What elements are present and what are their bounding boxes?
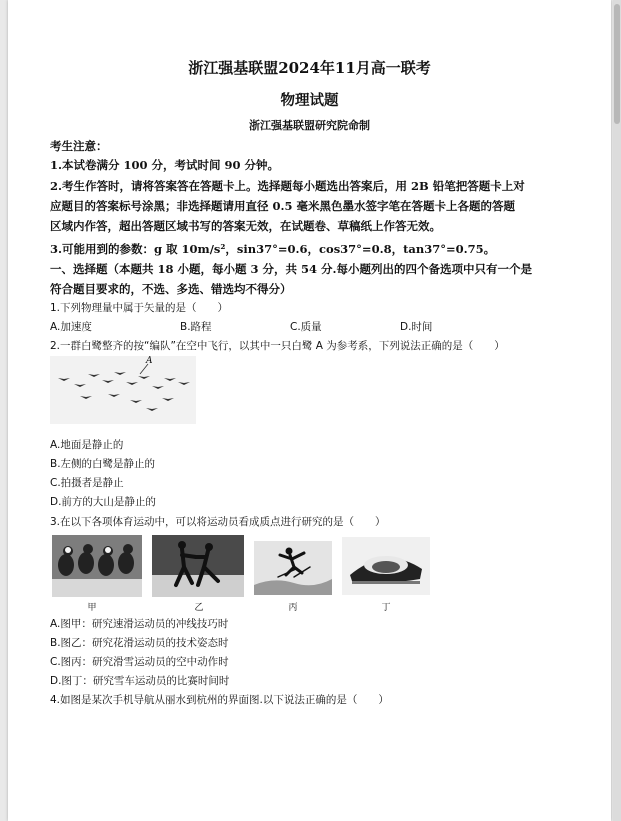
q2-option-a: A.地面是静止的 [50,439,124,451]
q4-stem: 4.如图是某次手机导航从丽水到杭州的界面图.以下说法正确的是（ ） [50,694,389,706]
q2-option-d: D.前方的大山是静止的 [50,496,156,508]
egret-flock-illustration [50,356,196,424]
caption-bing: 丙 [288,603,298,613]
speed-skating-photo [52,535,142,597]
ski-jumper-illustration [254,541,332,595]
subtitle: 物理试题 [280,92,339,109]
q1-option-b: B.路程 [180,321,212,333]
section-1-title-b: 符合题目要求的，不选、多选、错选均不得分） [50,282,292,296]
caption-yi: 乙 [194,603,204,613]
vertical-scrollbar[interactable] [613,0,621,821]
q3-stem: 3.在以下各项体育运动中，可以将运动员看成质点进行研究的是（ ） [50,516,386,528]
egret-a-label: A [146,356,153,366]
figure-skaters-illustration [152,535,244,597]
caption-ding: 丁 [381,603,391,613]
figure-skating-photo [152,535,244,597]
speed-skaters-illustration [52,535,142,597]
notice-line-2b: 应题目的答案标号涂黑；非选择题请用直径 0.5 毫米黑色墨水签字笔在答题卡上各题的答题 [50,199,516,213]
caption-jia: 甲 [87,603,97,613]
q2-option-c: C.拍摄者是静止 [50,477,124,489]
q1-option-d: D.时间 [400,321,433,333]
main-title: 浙江强基联盟2024年11月高一联考 [188,59,431,77]
section-1-title-a: 一、选择题（本题共 18 小题，每小题 3 分，共 54 分.每小题列出的四个备选项中只有一个是 [50,262,533,276]
q3-option-a: A.图甲：研究速滑运动员的冲线技巧时 [50,618,229,630]
notice-line-3: 3.可能用到的参数：g 取 10m/s²，sin37°=0.6，cos37°=0.8，tan37°=0.75。 [50,242,496,256]
notice-line-2a: 2.考生作答时，请将答案答在答题卡上。选择题每小题选出答案后，用 2B 铅笔把答题卡上对 [50,179,525,193]
q3-option-c: C.图丙：研究滑雪运动员的空中动作时 [50,656,229,668]
issuer: 浙江强基联盟研究院命制 [249,119,370,132]
egret-flock-photo [50,356,196,424]
q2-stem: 2.一群白鹭整齐的按“编队”在空中飞行，以其中一只白鹭 A 为参考系，下列说法正确的是（ ） [50,340,505,352]
notice-line-1: 1.本试卷满分 100 分，考试时间 90 分钟。 [50,158,280,172]
scrollbar-thumb[interactable] [614,4,620,124]
exam-page [8,0,611,821]
notice-line-2c: 区域内作答，超出答题区域书写的答案无效，在试题卷、草稿纸上作答无效。 [50,219,441,233]
notice-heading: 考生注意： [50,139,108,153]
q1-stem: 1.下列物理量中属于矢量的是（ ） [50,302,229,314]
q1-option-a: A.加速度 [50,321,92,333]
q2-option-b: B.左侧的白鹭是静止的 [50,458,156,470]
q3-option-d: D.图丁：研究雪车运动员的比赛时间时 [50,675,230,687]
ski-jump-photo [254,541,332,595]
bobsled-photo [342,537,430,595]
q3-option-b: B.图乙：研究花滑运动员的技术姿态时 [50,637,229,649]
bobsled-illustration [342,537,430,595]
q1-option-c: C.质量 [290,321,322,333]
